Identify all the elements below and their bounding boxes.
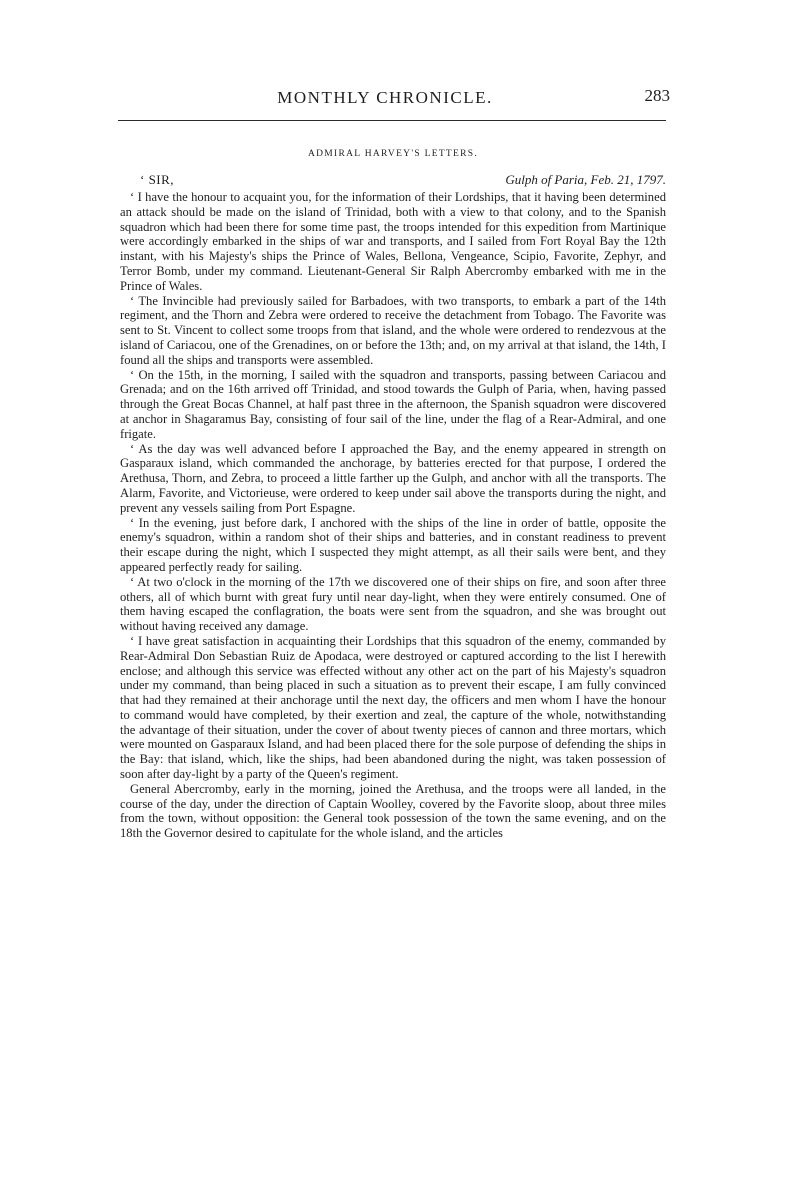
letter-dateline: Gulph of Paria, Feb. 21, 1797.	[505, 172, 666, 187]
letter-header	[140, 172, 666, 190]
section-heading: ADMIRAL HARVEY'S LETTERS.	[307, 149, 479, 159]
paragraph: ‘ On the 15th, in the morning, I sailed with the squadron and transports, passing between Cariacou and Grenada; and on the 16th arrived off Trinidad, and stood towards the Gulph of Paria, when, having passed through the Great Bocas Channel, at half past three in the afternoon, the Spanish squadron were discovered at anchor in Shagaramus Bay, consisting of four sail of the line, under the flag of a Rear-Admiral, and one frigate.	[120, 367, 666, 441]
running-title: MONTHLY CHRONICLE.	[277, 88, 493, 107]
paragraph: ‘ I have the honour to acquaint you, for the information of their Lordships, that it having been determined an attack should be made on the island of Trinidad, both with a view to that colony, and to the Spanish squadron which had been there for some time past, the troops intended for this expedition from Martinique were accordingly embarked in the ships of war and transports, and I sailed from Fort Royal Bay the 12th instant, with his Majesty's ships the Prince of Wales, Bellona, Vengeance, Scipio, Favorite, Zephyr, and Terror Bomb, under my command. Lieutenant-General Sir Ralph Abercromby embarked with me in the Prince of Wales.	[120, 190, 666, 293]
paragraph: ‘ As the day was well advanced before I approached the Bay, and the enemy appeared in strength on Gasparaux island, which commanded the anchorage, by batteries erected for that purpose, I ordered the Arethusa, Thorn, and Zebra, to proceed a little farther up the Gulph, and anchor with all the transports. The Alarm, Favorite, and Victorieuse, were ordered to keep under sail above the transports during the night, and prevent any vessels sailing from Port Espagne.	[120, 441, 666, 515]
paragraph: General Abercromby, early in the morning, joined the Arethusa, and the troops were all landed, in the course of the day, under the direction of Captain Woolley, covered by the Favorite sloop, about three miles from the town, without opposition: the General took possession of the town the same evening, and on the 18th the Governor desired to capitulate for the whole island, and the articles	[120, 781, 666, 841]
paragraph: ‘ At two o'clock in the morning of the 17th we discovered one of their ships on fire, and soon after three others, all of which burnt with great fury until near day-light, when they were entirely consumed. One of them having escaped the conflagration, the boats were sent from the squadron, and she was brought out without having received any damage.	[120, 574, 666, 634]
header-rule	[118, 120, 666, 121]
paragraph: ‘ The Invincible had previously sailed for Barbadoes, with two transports, to embark a part of the 14th regiment, and the Thorn and Zebra were ordered to receive the detachment from Tobago. The Favorite was sent to St. Vincent to collect some troops from that island, and the whole were ordered to rendezvous at the island of Cariacou, one of the Grenadines, on or before the 13th; and, on my arrival at that island, the 14th, I found all the ships and transports were assembled.	[120, 293, 666, 367]
paragraph: ‘ I have great satisfaction in acquainting their Lordships that this squadron of the enemy, commanded by Rear-Admiral Don Sebastian Ruiz de Apodaca, were destroyed or captured according to the list I herewith enclose; and although this service was effected without any other act on the part of his Majesty's squadron under my command, than being placed in such a situation as to prevent their escape, I am fully convinced that had they remained at their anchorage until the next day, the officers and men whom I have the honour to command would have completed, by their exertion and zeal, the capture of the whole, notwithstanding the advantage of their situation, under the cover of about twenty pieces of cannon and three mortars, which were mounted on Gasparaux Island, and had been placed there for the sole purpose of defending the ships in the Bay: that island, which, like the ships, had been abandoned during the night, was taken possession of soon after day-light by a party of the Queen's regiment.	[120, 633, 666, 782]
page-number: 283	[644, 86, 670, 105]
running-head	[100, 86, 670, 116]
letter-body	[120, 190, 666, 841]
paragraph: ‘ In the evening, just before dark, I anchored with the ships of the line in order of battle, opposite the enemy's squadron, within a random shot of their ships and batteries, and in constant readiness to prevent their escape during the night, which I suspected they might attempt, as all their sails were bent, and they appeared perfectly ready for sailing.	[120, 515, 666, 574]
letter-salutation: ‘ SIR,	[140, 172, 175, 187]
